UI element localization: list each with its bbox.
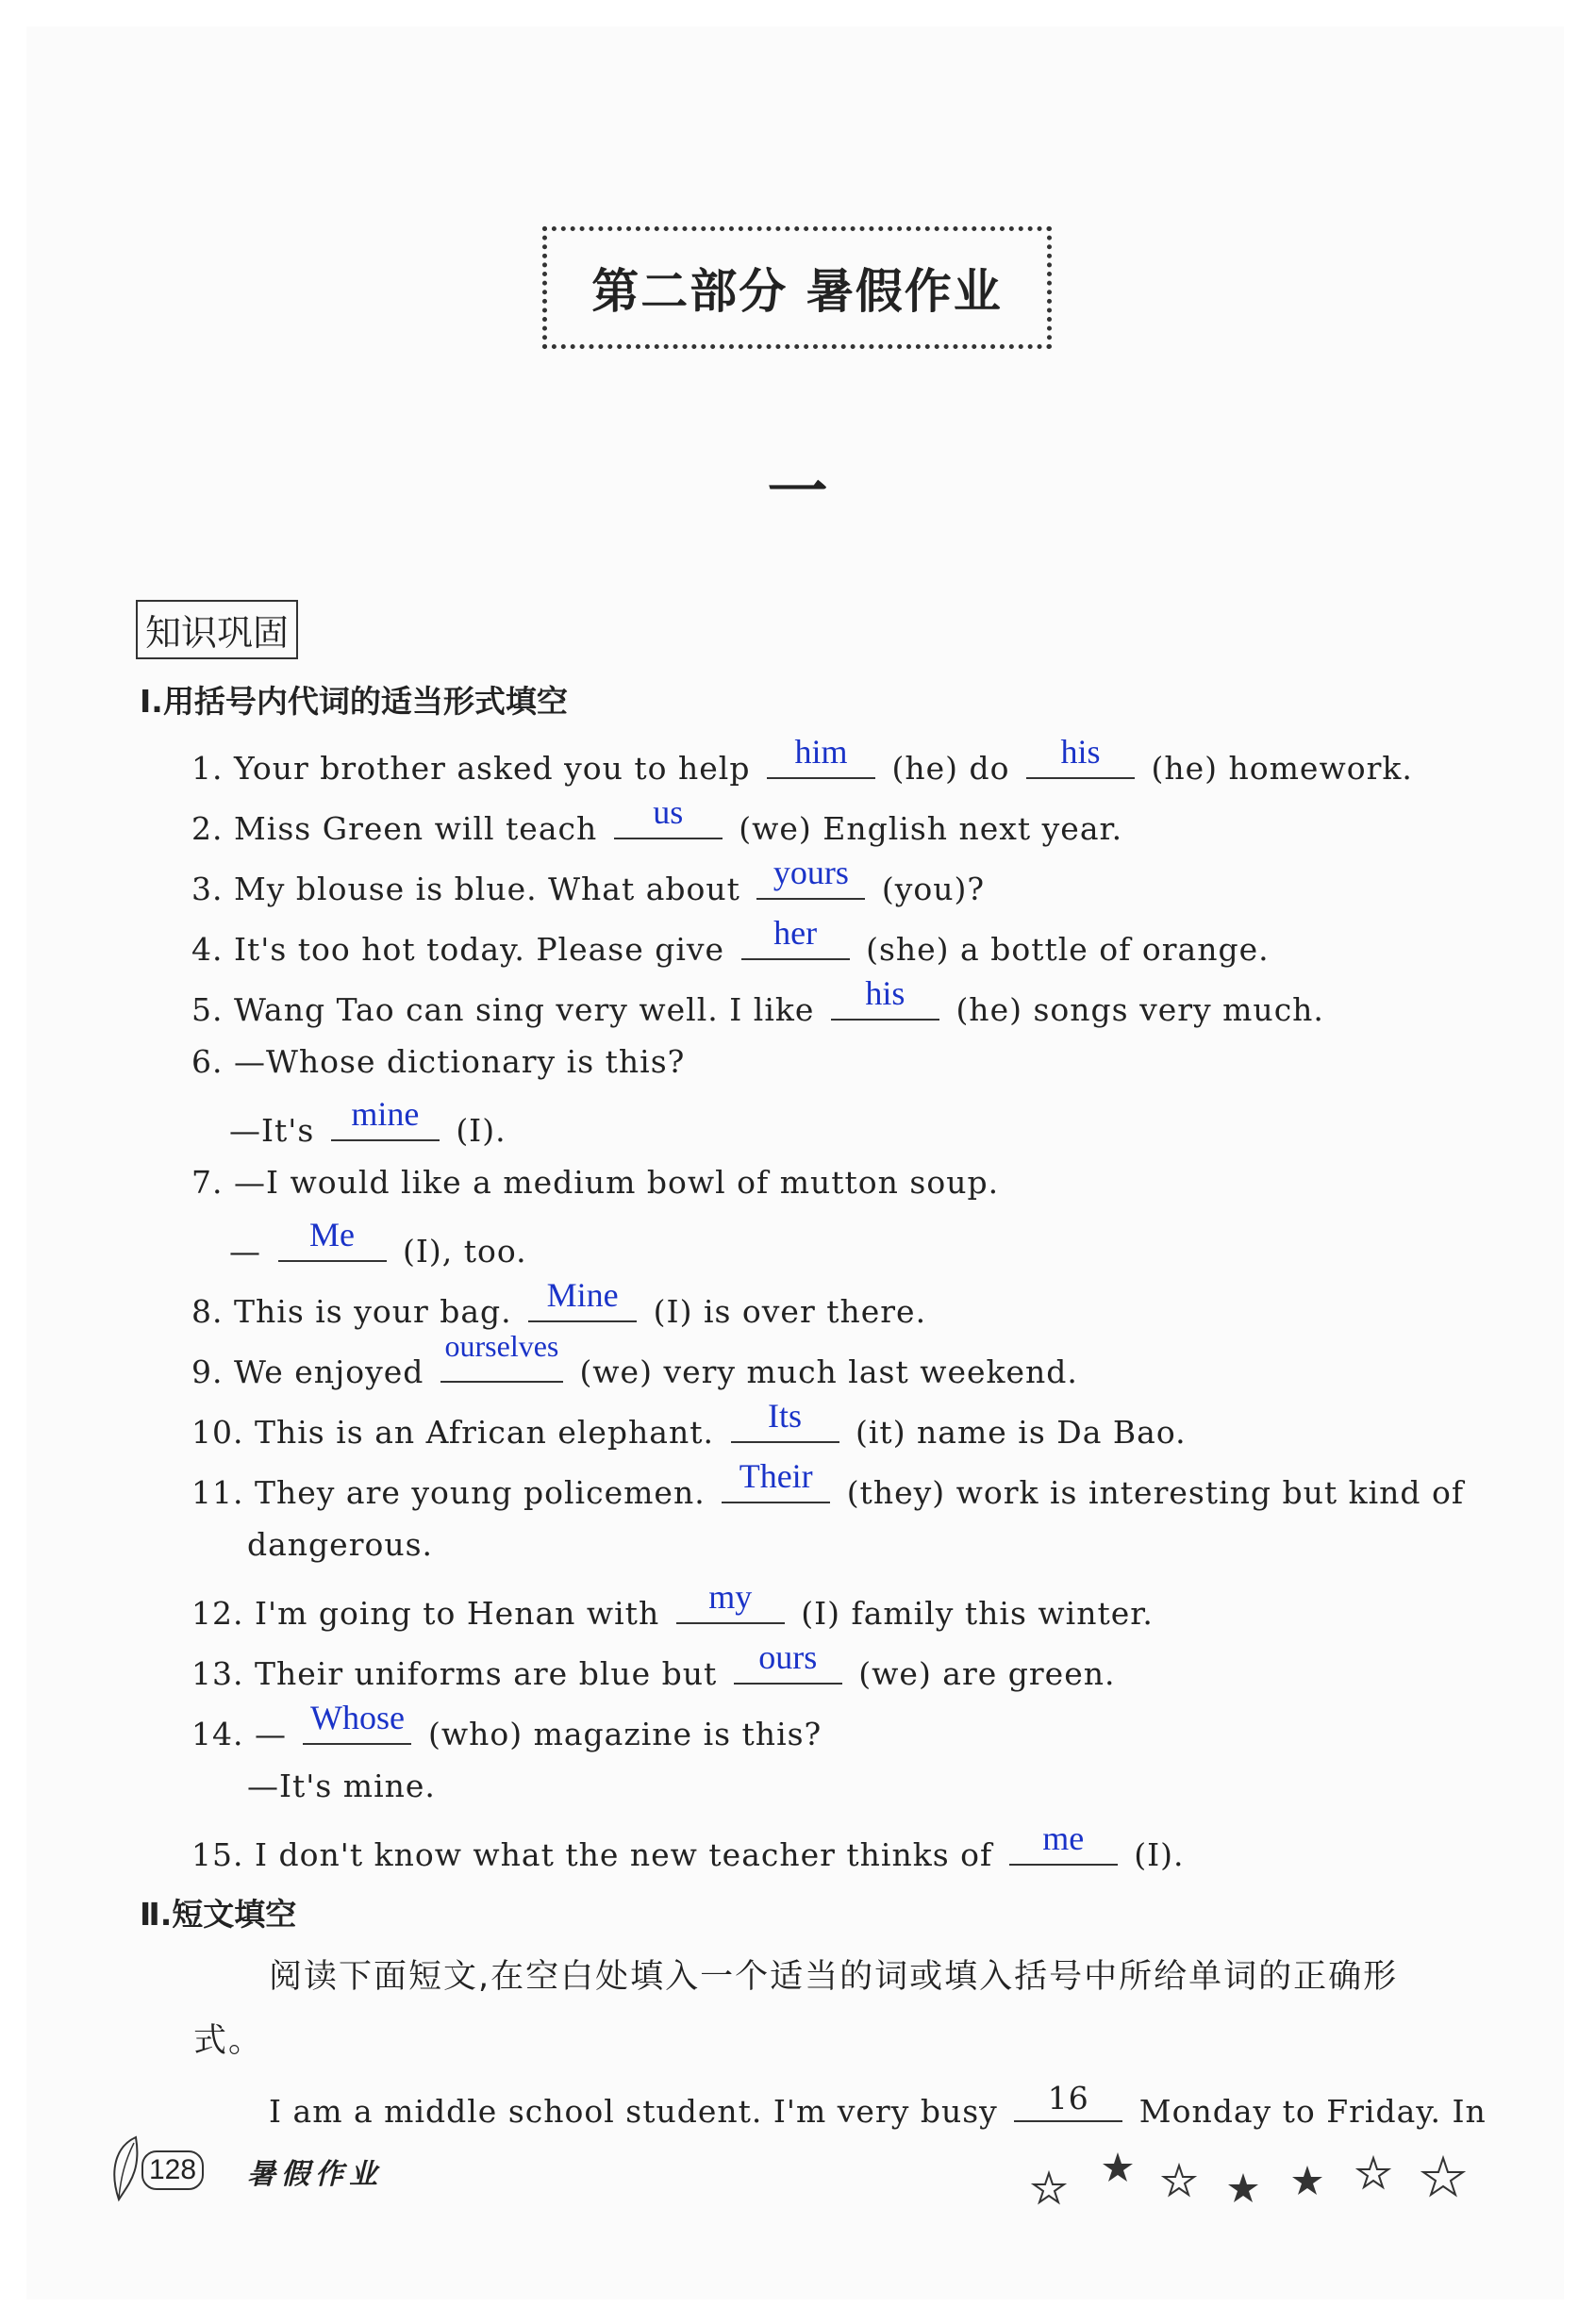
exercise-item-4: [191, 914, 1270, 968]
item-number: 15.: [191, 1836, 244, 1873]
exercise-item-14-reply: —It's mine.: [247, 1768, 436, 1804]
answer-blank: [278, 1216, 387, 1262]
answer-text: Whose: [310, 1699, 405, 1736]
item-text: Their uniforms are blue but: [254, 1655, 718, 1692]
section-number: 一: [767, 457, 828, 527]
answer-blank: [722, 1457, 830, 1503]
answer-blank: [1009, 1819, 1118, 1866]
item-text: This is an African elephant.: [254, 1414, 714, 1451]
exercise-item-11: [191, 1457, 1465, 1511]
item-text: —Whose dictionary is this?: [234, 1043, 686, 1080]
item-text: —: [229, 1233, 261, 1270]
answer-text: his: [865, 974, 905, 1012]
answer-text: Mine: [546, 1276, 619, 1314]
answer-blank: [676, 1578, 785, 1624]
part-title-box: [542, 226, 1052, 349]
item-text: Your brother asked you to help: [234, 750, 751, 787]
answer-blank: [614, 793, 723, 839]
item-text: (I) family this winter.: [801, 1595, 1154, 1632]
answer-blank: [756, 854, 865, 900]
exercise-item-6-reply: [229, 1095, 507, 1149]
section2-heading: Ⅱ.短文填空: [140, 1896, 297, 1933]
answer-text: us: [653, 793, 684, 831]
answer-text: mine: [351, 1095, 420, 1133]
exercise-item-3: [191, 854, 986, 907]
answer-text: Its: [768, 1397, 802, 1435]
exercise-item-13: [191, 1638, 1116, 1692]
item-text: (you)?: [881, 871, 986, 907]
item-number: 7.: [191, 1164, 224, 1201]
answer-blank: [1026, 733, 1135, 779]
item-text: (they) work is interesting but kind of: [846, 1474, 1465, 1511]
part-title: 第二部分 暑假作业: [591, 264, 1003, 319]
answer-text: yours: [773, 854, 849, 891]
answer-text: Me: [309, 1216, 355, 1253]
item-text: (he) songs very much.: [955, 991, 1324, 1028]
knowledge-label: 知识巩固: [136, 600, 298, 659]
section1-heading: Ⅰ.用括号内代词的适当形式填空: [140, 683, 568, 720]
answer-text: ours: [758, 1638, 818, 1676]
answer-text: my: [708, 1578, 753, 1616]
item-number: 13.: [191, 1655, 244, 1692]
item-text: (I).: [456, 1112, 507, 1149]
item-number: 4.: [191, 931, 224, 968]
item-text: (he) homework.: [1151, 750, 1413, 787]
exercise-item-6: [191, 1043, 685, 1080]
item-text: It's too hot today. Please give: [234, 931, 725, 968]
item-text: —It's: [229, 1112, 315, 1149]
answer-blank: [767, 733, 875, 779]
item-text: —: [254, 1716, 287, 1752]
rating-stars-icon: [1028, 2132, 1481, 2207]
answer-text: me: [1042, 1819, 1085, 1857]
item-text: (we) English next year.: [739, 810, 1123, 847]
answer-text: ourselves: [444, 1329, 559, 1363]
answer-text: him: [794, 733, 848, 771]
item-number: 2.: [191, 810, 224, 847]
page-number: 128: [141, 2150, 204, 2190]
item-text: (I).: [1134, 1836, 1185, 1873]
item-text: I don't know what the new teacher thinks of: [254, 1836, 993, 1873]
item-number: 11.: [191, 1474, 244, 1511]
answer-text: his: [1060, 733, 1101, 771]
section2-instruction: 阅读下面短文,在空白处填入一个适当的词或填入括号中所给单词的正确形式。: [193, 1958, 1399, 2060]
answer-blank: [731, 1397, 839, 1443]
answer-blank: [741, 914, 850, 960]
item-text: (it) name is Da Bao.: [856, 1414, 1187, 1451]
item-text: (I), too.: [403, 1233, 527, 1270]
exercise-item-15: [191, 1819, 1185, 1873]
item-number: 3.: [191, 871, 224, 907]
answer-blank: [734, 1638, 842, 1685]
item-text: —I would like a medium bowl of mutton soup.: [234, 1164, 1000, 1201]
exercise-item-12: [191, 1578, 1154, 1632]
item-number: 14.: [191, 1716, 244, 1752]
item-number: 1.: [191, 750, 224, 787]
exercise-item-1: [191, 733, 1413, 787]
item-number: 9.: [191, 1353, 224, 1390]
answer-blank: [528, 1276, 637, 1322]
exercise-item-8: [191, 1276, 927, 1330]
exercise-item-7: [191, 1164, 999, 1201]
passage-line: [269, 2080, 1487, 2130]
item-text: They are young policemen.: [254, 1474, 706, 1511]
exercise-item-14: [191, 1699, 822, 1752]
passage-text: Monday to Friday. In: [1138, 2093, 1487, 2130]
item-text: Miss Green will teach: [234, 810, 598, 847]
exercise-item-10: [191, 1397, 1187, 1451]
item-text: (we) very much last weekend.: [579, 1353, 1078, 1390]
exercise-item-11-cont: dangerous.: [247, 1526, 434, 1563]
item-text: (she) a bottle of orange.: [866, 931, 1270, 968]
numbered-blank: [1014, 2080, 1122, 2122]
footer-label: 暑假作业: [247, 2158, 383, 2191]
exercise-item-9: [191, 1329, 1078, 1390]
answer-blank: [440, 1329, 563, 1383]
item-number: 6.: [191, 1043, 224, 1080]
blank-number: 16: [1047, 2080, 1089, 2116]
item-number: 10.: [191, 1414, 244, 1451]
exercise-item-5: [191, 974, 1324, 1028]
item-text: (I) is over there.: [653, 1293, 927, 1330]
exercise-item-2: [191, 793, 1123, 847]
item-text: (we) are green.: [858, 1655, 1116, 1692]
item-text: (who) magazine is this?: [427, 1716, 822, 1752]
item-number: 5.: [191, 991, 224, 1028]
item-number: 12.: [191, 1595, 244, 1632]
passage-text: I am a middle school student. I'm very busy: [269, 2093, 998, 2130]
answer-blank: [831, 974, 939, 1021]
item-text: My blouse is blue. What about: [234, 871, 740, 907]
item-text: I'm going to Henan with: [254, 1595, 660, 1632]
item-text: (he) do: [891, 750, 1010, 787]
answer-text: Their: [739, 1457, 813, 1495]
answer-text: her: [773, 914, 818, 952]
item-number: 8.: [191, 1293, 224, 1330]
item-text: We enjoyed: [234, 1353, 424, 1390]
answer-blank: [303, 1699, 411, 1745]
exercise-item-7-reply: [229, 1216, 527, 1270]
item-text: This is your bag.: [234, 1293, 512, 1330]
answer-blank: [331, 1095, 440, 1141]
item-text: Wang Tao can sing very well. I like: [234, 991, 815, 1028]
